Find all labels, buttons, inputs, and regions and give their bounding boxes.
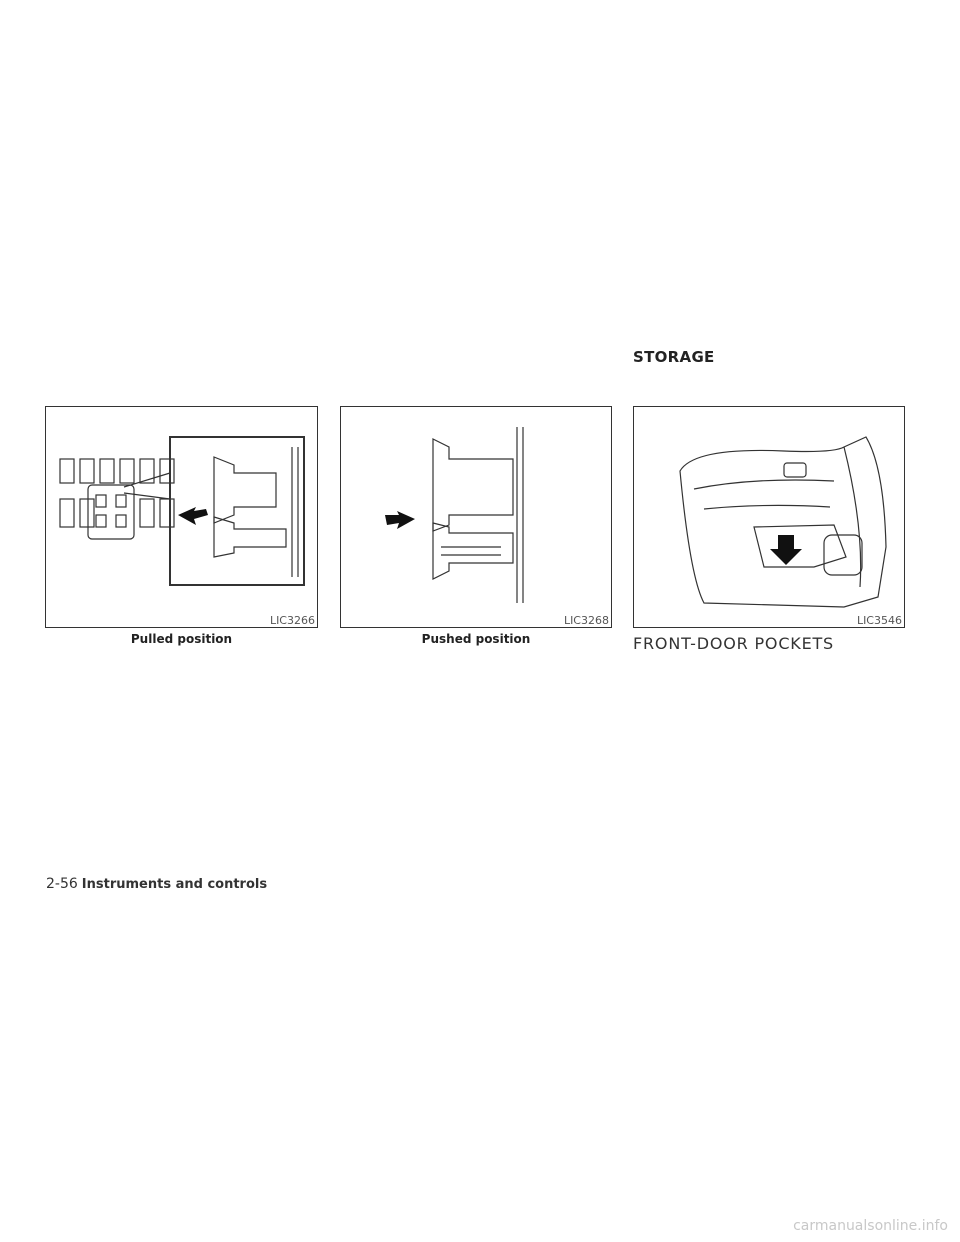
pushed-position-illustration xyxy=(341,407,613,629)
figure-pulled-position xyxy=(45,406,318,628)
page-footer xyxy=(46,876,267,892)
figure-front-door-pockets xyxy=(633,406,905,628)
caption-pulled-position: Pulled position xyxy=(130,632,233,646)
subheading-front-door-pockets: FRONT-DOOR POCKETS xyxy=(633,634,835,653)
figure-code: LIC3266 xyxy=(269,614,315,627)
arrow-left-icon xyxy=(178,507,208,525)
arrow-right-icon xyxy=(385,511,415,529)
footer-section: Instruments and controls xyxy=(81,877,268,892)
figure-pushed-position xyxy=(340,406,612,628)
arrow-down-icon xyxy=(770,535,802,565)
front-door-illustration xyxy=(634,407,906,629)
caption-pushed-position: Pushed position xyxy=(421,632,531,646)
pulled-position-illustration xyxy=(46,407,319,629)
figure-code: LIC3268 xyxy=(563,614,609,627)
section-title: STORAGE xyxy=(633,348,715,366)
watermark: carmanualsonline.info xyxy=(793,1218,948,1234)
page-number: 2-56 xyxy=(46,876,78,892)
figure-code: LIC3546 xyxy=(856,614,902,627)
